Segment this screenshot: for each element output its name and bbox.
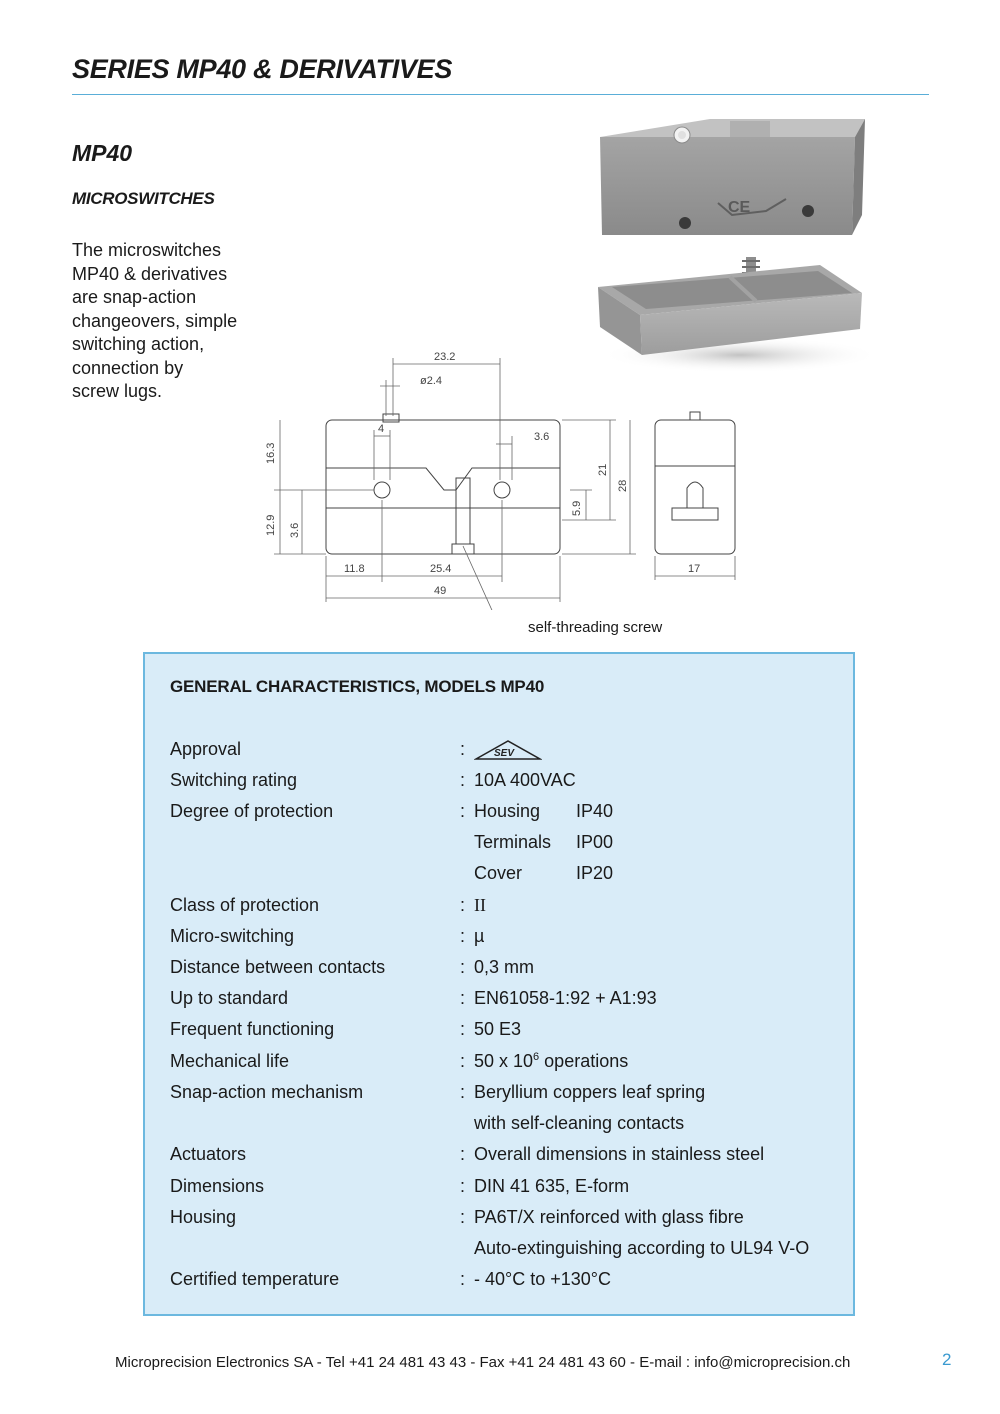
spec-value: with self-cleaning contacts	[474, 1113, 685, 1133]
spec-value-base: 50 x 10	[474, 1051, 534, 1071]
spec-colon: :	[460, 1207, 466, 1227]
spec-colon: :	[460, 1082, 466, 1102]
intro-line: connection by	[72, 357, 184, 378]
dim-label: 28	[617, 479, 629, 492]
product-photo	[590, 115, 870, 375]
dim-label: 23.2	[434, 351, 456, 363]
technical-drawing	[250, 340, 750, 610]
spec-colon: :	[460, 957, 466, 977]
page-number: 2	[942, 1350, 952, 1369]
intro-line: changeovers, simple	[72, 310, 238, 331]
spec-label: Degree of protection	[170, 801, 334, 821]
spec-label: Actuators	[170, 1144, 247, 1164]
dim-label: 11.8	[344, 563, 365, 575]
spec-value: EN61058-1:92 + A1:93	[474, 988, 657, 1008]
spec-value: 10A 400VAC	[474, 770, 576, 790]
spec-label: Up to standard	[170, 988, 289, 1008]
spec-label: Class of protection	[170, 895, 320, 915]
intro-line: screw lugs.	[72, 381, 163, 401]
dim-label: 4	[378, 423, 385, 435]
ce-mark: CE	[728, 199, 751, 216]
spec-colon: :	[460, 926, 466, 946]
spec-value: µ	[474, 926, 485, 946]
actuator-pin	[383, 414, 399, 422]
intro-line: are snap-action	[72, 287, 197, 307]
spec-value	[474, 1051, 628, 1072]
dim-label: 25.4	[430, 563, 452, 575]
spec-value: Overall dimensions in stainless steel	[474, 1144, 765, 1164]
spec-label: Frequent functioning	[170, 1019, 335, 1039]
sev-logo-text: SEV	[494, 748, 515, 759]
spec-label: Micro-switching	[170, 926, 295, 946]
spec-value: 50 E3	[474, 1019, 522, 1039]
sev-approval-logo	[474, 739, 542, 761]
spec-colon: :	[460, 1269, 466, 1289]
spec-colon: :	[460, 988, 466, 1008]
spec-label: Certified temperature	[170, 1269, 340, 1289]
protection-part: Housing	[474, 801, 541, 821]
characteristics-heading: GENERAL CHARACTERISTICS, MODELS MP40	[170, 677, 545, 696]
spec-colon: :	[460, 770, 466, 790]
protection-rating: IP40	[576, 801, 614, 821]
spec-label: Distance between contacts	[170, 957, 386, 977]
spec-label: Approval	[170, 739, 242, 759]
spec-value-unit: operations	[539, 1051, 629, 1071]
section-subtitle: MICROSWITCHES	[72, 189, 215, 208]
spec-colon: :	[460, 895, 466, 915]
spec-value: DIN 41 635, E-form	[474, 1176, 630, 1196]
intro-line: switching action,	[72, 334, 205, 354]
dim-label: 16.3	[265, 442, 277, 464]
front-view-body	[326, 420, 560, 554]
side-view-body	[655, 420, 735, 554]
spec-value: Auto-extinguishing according to UL94 V-O	[474, 1238, 810, 1258]
spec-value: PA6T/X reinforced with glass fibre	[474, 1207, 744, 1227]
spec-colon: :	[460, 1019, 466, 1039]
protection-rating: IP20	[576, 863, 614, 883]
spec-colon: :	[460, 1144, 466, 1164]
dim-label: 3.6	[289, 522, 301, 538]
spec-label: Housing	[170, 1207, 237, 1227]
spec-value: II	[474, 895, 486, 915]
dim-label: 5.9	[571, 500, 583, 516]
spec-label: Mechanical life	[170, 1051, 290, 1071]
spec-label: Snap-action mechanism	[170, 1082, 364, 1102]
footer-contact: Microprecision Electronics SA - Tel +41 24 481 43 43 - Fax +41 24 481 43 60 - E-mail : info@microprecision.ch	[115, 1354, 851, 1371]
spec-label: Dimensions	[170, 1176, 265, 1196]
intro-paragraph	[72, 239, 262, 404]
spec-colon: :	[460, 739, 466, 759]
spec-value-exponent: 6	[533, 1051, 540, 1063]
protection-part: Cover	[474, 863, 523, 883]
spec-colon: :	[460, 1176, 466, 1196]
dim-label: 21	[597, 463, 609, 476]
dim-label: ø2.4	[420, 375, 443, 387]
spec-value: 0,3 mm	[474, 957, 535, 977]
spec-value: - 40°C to +130°C	[474, 1269, 611, 1289]
page-title: SERIES MP40 & DERIVATIVES	[72, 54, 453, 84]
protection-rating: IP00	[576, 832, 614, 852]
title-divider	[72, 94, 929, 95]
spec-label: Switching rating	[170, 770, 298, 790]
intro-line: The microswitches	[72, 240, 222, 260]
dim-label: 12.9	[265, 514, 277, 536]
dim-label: 49	[434, 585, 447, 597]
intro-line: MP40 & derivatives	[72, 263, 228, 284]
dim-label: 3.6	[534, 431, 550, 443]
model-title: MP40	[72, 140, 133, 166]
spec-value: Beryllium coppers leaf spring	[474, 1082, 706, 1102]
screw-callout: self-threading screw	[528, 619, 663, 636]
spec-colon: :	[460, 1051, 466, 1071]
protection-part: Terminals	[474, 832, 552, 852]
dim-label: 17	[688, 563, 701, 575]
spec-colon: :	[460, 801, 466, 821]
